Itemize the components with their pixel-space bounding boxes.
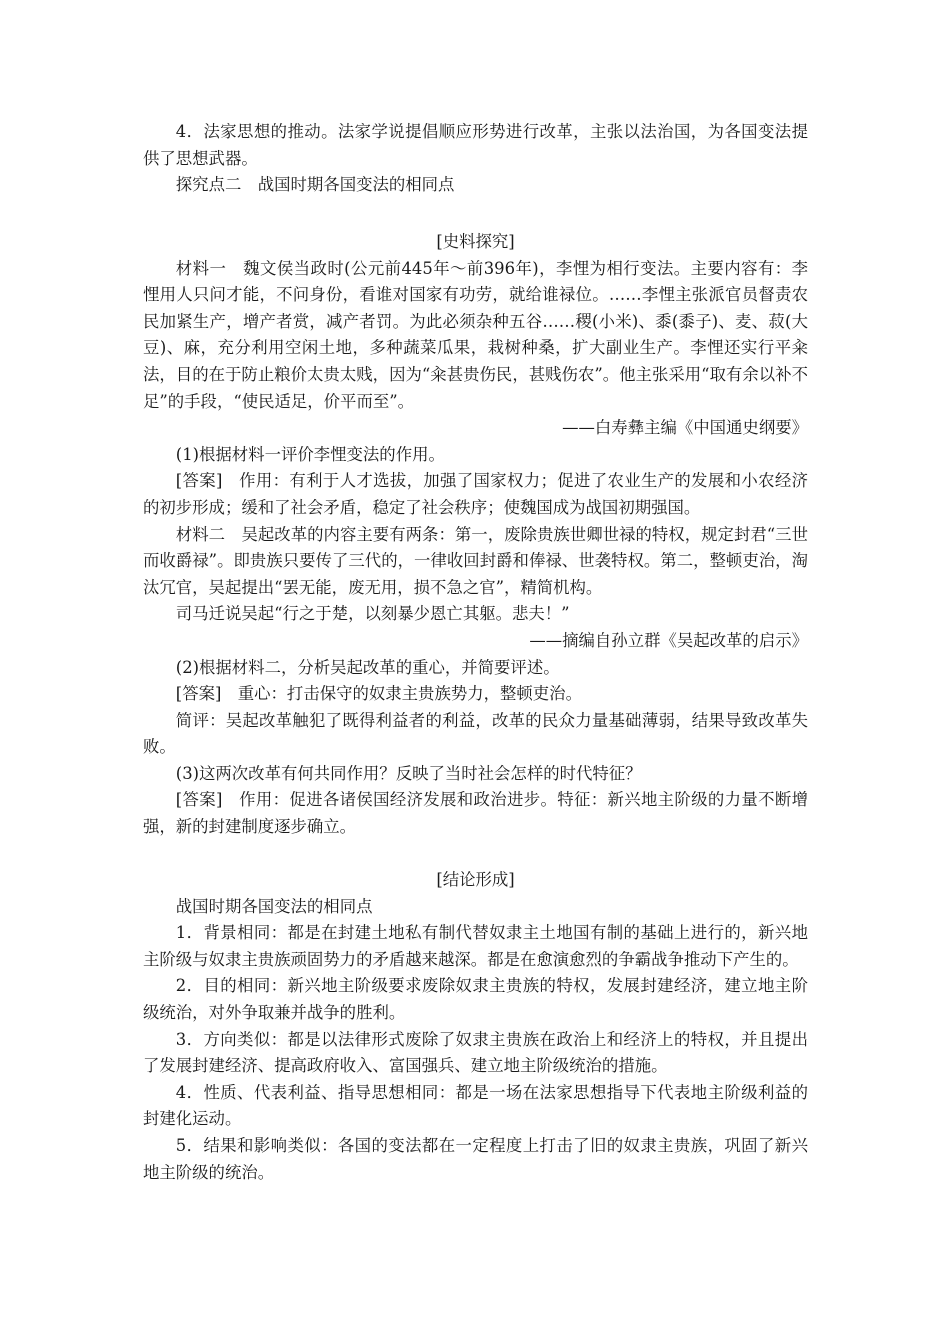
material-2-label: 材料二 [175,524,226,544]
material-1-label: 材料一 [175,258,227,278]
conclusion-item: 4．性质、代表利益、指导思想相同：都是一场在法家思想指导下代表地主阶级利益的封建化运动。 [143,1082,808,1129]
question-2: (2)根据材料二，分析吴起改革的重心，并简要评述。 [175,657,560,677]
answer-1-label: [答案] [175,471,223,491]
answer-2-comment: 简评：吴起改革触犯了既得利益者的利益，改革的民众力量基础薄弱，结果导致改革失败。 [143,710,808,757]
sources-block [143,229,808,841]
conclusion-item: 5．结果和影响类似：各国的变法都在一定程度上打击了旧的奴隶主贵族，巩固了新兴地主阶级的统治。 [143,1135,808,1182]
material-2-source: ——摘编自孙立群《吴起改革的启示》 [529,630,808,650]
question-3: (3)这两次改革有何共同作用？反映了当时社会怎样的时代特征？ [175,763,642,783]
sources-heading: [史料探究] [436,232,515,251]
conclusion-item: 2．目的相同：新兴地主阶级要求废除奴隶主贵族的特权，发展封建经济，建立地主阶级统治，对外争取兼并战争的胜利。 [143,976,808,1022]
material-2-quote: 司马迁说吴起“行之于楚，以刻暴少恩亡其躯。悲夫！” [175,604,570,624]
answer-1 [143,468,808,521]
conclusion-subtitle: 战国时期各国变法的相同点 [175,896,373,916]
material-1-source: ——白寿彝主编《中国通史纲要》 [562,418,808,438]
question-1: (1)根据材料一评价李悝变法的作用。 [175,444,445,464]
answer-3-text: 作用：促进各诸侯国经济发展和政治进步。特征：新兴地主阶级的力量不断增强，新的封建制度逐步确立。 [143,790,808,837]
conclusion-item: 3．方向类似：都是以法律形式废除了奴隶主贵族在政治上和经济上的特权，并且提出了发展封建经济、提高政府收入、富国强兵、建立地主阶级统治的措施。 [143,1029,808,1076]
material-1-text: 魏文侯当政时(公元前445年～前396年)，李悝为相行变法。主要内容有：李悝用人只问才能，不问身份，看谁对国家有功劳，就给谁禄位。……李悝主张派官员督责农民加紧生产，增产者赏，减产者罚。为此必须杂种五谷……稷(小米)、黍(黍子)、麦、菽(大豆)、麻，充分利用空闲土地，多种蔬菜瓜果，栽树种桑，扩大副业生产。李悝还实行平籴法，目的在于防止粮价太贵太贱，因为“籴甚贵伤民，甚贱伤农”。他主张采用“取有余以补不足”的手段，“使民适足，价平而至”。 [143,258,809,411]
material-1-paragraph [143,256,808,416]
answer-2-label: [答案] [175,684,222,704]
answer-1-text: 作用：有利于人才选拔，加强了国家权力；促进了农业生产的发展和小农经济的初步形成；缓和了社会矛盾，稳定了社会秩序；使魏国成为战国初期强国。 [143,471,808,517]
answer-3-label: [答案] [175,790,223,810]
section-title: 探究点二 战国时期各国变法的相同点 [175,175,455,195]
conclusion-heading: [结论形成] [436,870,515,889]
item-4-paragraph: 4．法家思想的推动。法家学说提倡顺应形势进行改革，主张以法治国，为各国变法提供了思想武器。 [143,122,808,168]
answer-3 [143,787,808,840]
material-2-text: 吴起改革的内容主要有两条：第一，废除贵族世卿世禄的特权，规定封君“三世而收爵禄”。即贵族只要传了三代的，一律收回封爵和俸禄、世袭特权。第二，整顿吏治，淘汰冗官，吴起提出“罢无能，废无用，损不急之官”，精简机构。 [143,524,808,597]
answer-2-text: 重心：打击保守的奴隶主贵族势力，整顿吏治。 [237,684,582,704]
material-2-paragraph [143,522,808,602]
intro-block [143,119,808,199]
conclusion-block [143,867,808,1186]
conclusion-item: 1．背景相同：都是在封建土地私有制代替奴隶主土地国有制的基础上进行的，新兴地主阶级与奴隶主贵族顽固势力的矛盾越来越深。都是在愈演愈烈的争霸战争推动下产生的。 [143,923,808,969]
answer-2 [143,681,808,708]
